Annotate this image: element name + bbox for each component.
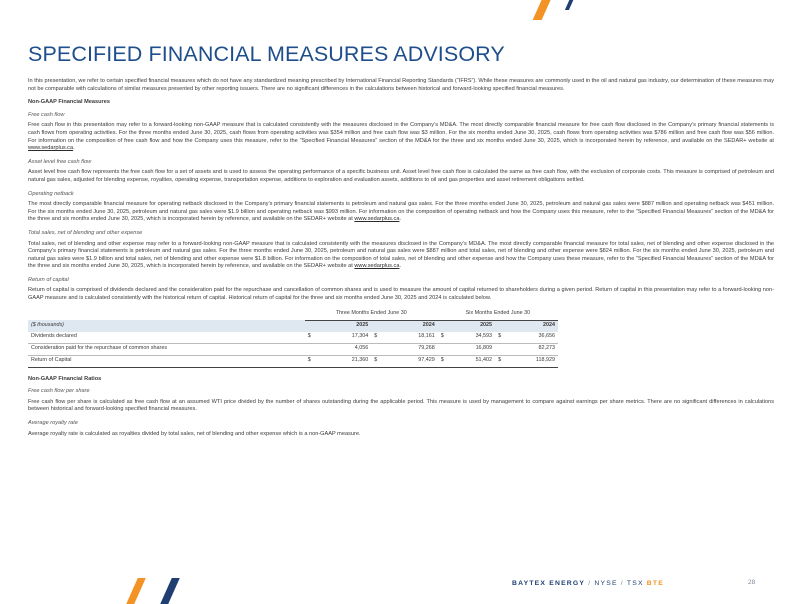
fcf-text: Free cash flow in this presentation may refer to a forward-looking non-GAAP measure that is calculated consistently with the measures disclosed in the Company’s MD&A. The most directly comparable financial measure for free cash flow disclosed in the Company’s primary financial statements is cash flows from operating activities. For the three months ended June 30, 2025, cash flows from operating activities was $354 million and free cash flow was $3 million. For the six months ended June 30, 2025, cash flows from operating activities was $786 million and free cash flow was $56 million. For information on the composition of free cash flow and how the Company uses this measure, refer to the “Specified Financial Measures” section of the MD&A for the three and six months ended June 30, 2025, which is incorporated herein by reference, and available on the SEDAR+ website at (28, 122, 774, 144)
accent-stripe-bottom-orange (126, 578, 146, 604)
exchange-tsx: TSX (626, 580, 644, 587)
currency-symbol: $ (438, 332, 447, 344)
fcf-per-share-subheading: Free cash flow per share (28, 388, 90, 395)
table-cell: 97,429 (380, 355, 438, 367)
fcf-subheading: Free cash flow (28, 111, 65, 118)
row-label: Dividends declared (28, 332, 305, 344)
sedar-link[interactable]: www.sedarplus.ca (354, 263, 400, 270)
row-label: Return of Capital (28, 355, 305, 367)
table-cell: 4,056 (314, 343, 372, 355)
intro-paragraph: In this presentation, we refer to certain specified financial measures which do not have any standardized meaning prescribed by International Financial Reporting Standards (“IFRS”). While these measures are commonly used in the oil and natural gas industry, our determination of these measures may not be comparable with calculations of similar measures presented by other reporting issuers. There are no significant differences in the calculations between historical and forward-looking specified financial measures. (28, 78, 774, 92)
currency-symbol: $ (438, 355, 447, 367)
table-cell: 21,360 (314, 355, 372, 367)
accent-stripe-top-orange (533, 0, 553, 20)
page-number: 28 (748, 579, 756, 586)
table-cell: 36,656 (504, 332, 558, 344)
roc-subheading: Return of capital (28, 276, 69, 283)
netback-paragraph: The most directly comparable financial measure for operating netback disclosed in the Company’s primary financial statements is petroleum and natural gas sales. For the three months ended June 30, 2025, petroleum and natural gas sales were $887 million and operating netback was $451 million. For the six months ended June 30, 2025, petroleum and natural gas sales were $1.9 billion and operating netback was $993 million. For information on the composition of operating netback and how the Company uses this measure, refer to the “Specified Financial Measures” section of the MD&A for the three and six months ended June 30, 2025, which is incorporated herein by reference, and available on the SEDAR+ website at www.sedarplus.ca. (28, 201, 774, 223)
fcf-per-share-paragraph: Free cash flow per share is calculated as free cash flow at an assumed WTI price divided by the number of shares outstanding during the applicable period. This measure is used by management to compare against earnings per share metrics. There are no significant differences in calculations between historical and forward-looking specified financial measures. (28, 398, 774, 413)
royalty-rate-paragraph: Average royalty rate is calculated as royalties divided by total sales, net of blending and other expense which is a non-GAAP measure. (28, 430, 361, 437)
table-cell: 51,402 (447, 355, 495, 367)
sedar-link[interactable]: www.sedarplus.ca (354, 216, 400, 223)
currency-symbol: $ (495, 332, 504, 344)
return-of-capital-table (28, 309, 558, 368)
accent-stripe-top-navy (565, 0, 575, 10)
total-sales-text: Total sales, net of blending and other expense may refer to a forward-looking non-GAAP measure that is calculated consistently with the measures disclosed in the Company’s MD&A. The most directly comparable financial measure for total sales, net of blending and other expense disclosed in the Company’s primary financial statements is petroleum and natural gas sales. For the three months ended June 30, 2025, petroleum and natural gas sales were $887 million and total sales, net of blending and other expense were $824 million. For the six months ended June 30, 2025, petroleum and natural gas sales were $1.9 billion and total sales, net of blending and other expense were $1.8 billion. For information on the composition of total sales, net of blending and other expense and how the Company uses these measure, refer to the “Specified Financial Measures” section of the MD&A for the three and six months ended June 30, 2025, which is incorporated herein by reference, and available on the SEDAR+ website at (28, 240, 774, 270)
table-cell: 17,304 (314, 332, 372, 344)
brand-name: BAYTEX ENERGY (512, 580, 586, 587)
total-sales-paragraph: Total sales, net of blending and other expense may refer to a forward-looking non-GAAP measure that is calculated consistently with the measures disclosed in the Company’s MD&A. The most directly comparable financial measure for total sales, net of blending and other expense disclosed in the Company’s primary financial statements is petroleum and natural gas sales. For the three months ended June 30, 2025, petroleum and natural gas sales were $887 million and total sales, net of blending and other expense were $824 million. For the six months ended June 30, 2025, petroleum and natural gas sales were $1.9 billion and total sales, net of blending and other expense were $1.8 billion. For information on the composition of total sales, net of blending and other expense and how the Company uses these measure, refer to the “Specified Financial Measures” section of the MD&A for the three and six months ended June 30, 2025, which is incorporated herein by reference, and available on the SEDAR+ website at www.sedarplus.ca. (28, 240, 774, 270)
currency-symbol (305, 343, 314, 355)
roc-paragraph: Return of capital is comprised of dividends declared and the consideration paid for the repurchase and cancellation of common shares and is used to measure the amount of capital returned to shareholders during a given period. Return of capital in this presentation may refer to a forward-looking non-GAAP measure and is calculated consistently with the historical return of capital. Historical return of capital for the three and six months ended June 30, 2025 and 2024 is calculated below. (28, 287, 774, 302)
footer-branding (512, 580, 664, 587)
currency-symbol: $ (305, 332, 314, 344)
asset-fcf-subheading: Asset level free cash flow (28, 158, 92, 165)
netback-text: The most directly comparable financial measure for operating netback disclosed in the Company’s primary financial statements is petroleum and natural gas sales. For the three months ended June 30, 2025, petroleum and natural gas sales were $887 million and operating netback was $451 million. For the six months ended June 30, 2025, petroleum and natural gas sales were $1.9 billion and operating netback was $993 million. For information on the composition of operating netback and how the Company uses this measure, refer to the “Specified Financial Measures” section of the MD&A for the three and six months ended June 30, 2025, which is incorporated herein by reference, and available on the SEDAR+ website at (28, 201, 774, 223)
period-six-months: Six Months Ended June 30 (438, 309, 558, 321)
fcf-paragraph: Free cash flow in this presentation may refer to a forward-looking non-GAAP measure that is calculated consistently with the measures disclosed in the Company’s MD&A. The most directly comparable financial measure for free cash flow disclosed in the Company’s primary financial statements is cash flows from operating activities. For the three months ended June 30, 2025, cash flows from operating activities was $354 million and free cash flow was $3 million. For the six months ended June 30, 2025, cash flows from operating activities was $786 million and free cash flow was $56 million. For information on the composition of free cash flow and how the Company uses this measure, refer to the “Specified Financial Measures” section of the MD&A for the three and six months ended June 30, 2025, which is incorporated herein by reference, and available on the SEDAR+ website at www.sedarplus.ca. (28, 122, 774, 152)
currency-symbol: $ (371, 355, 380, 367)
royalty-rate-subheading: Average royalty rate (28, 420, 78, 427)
table-period-row (28, 309, 558, 321)
sedar-link[interactable]: www.sedarplus.ca (28, 145, 74, 152)
period-three-months: Three Months Ended June 30 (305, 309, 438, 321)
table-cell: 79,268 (380, 343, 438, 355)
currency-symbol: $ (371, 332, 380, 344)
table-year-row (28, 320, 558, 332)
table-cell: 16,809 (447, 343, 495, 355)
table-row (28, 343, 558, 355)
table-cell: 18,161 (380, 332, 438, 344)
accent-stripe-bottom-navy (160, 578, 180, 604)
currency-symbol (438, 343, 447, 355)
table-row (28, 332, 558, 344)
year-header: 2024 (371, 320, 438, 332)
footer-separator: / (617, 580, 627, 587)
year-header: 2025 (305, 320, 372, 332)
row-label: Consideration paid for the repurchase of common shares (28, 343, 305, 355)
currency-symbol (371, 343, 380, 355)
advisory-body (28, 78, 774, 444)
year-header: 2024 (495, 320, 558, 332)
table-cell: 34,593 (447, 332, 495, 344)
non-gaap-measures-heading: Non-GAAP Financial Measures (28, 99, 110, 106)
ticker-symbol: BTE (646, 580, 664, 587)
asset-fcf-paragraph: Asset level free cash flow represents the free cash flow for a set of assets and is used to assess the operating performance of a specific business unit. Asset level free cash flow is calculated the same as free cash flow, with the exclusion of corporate costs. This measure is comprised of petroleum and natural gas sales, adjusted for blending expense, royalties, operating expense, transportation expense, additions to exploration and evaluation assets, additions to oil and gas properties and asset retirement obligations settled. (28, 169, 774, 183)
table-total-row (28, 355, 558, 367)
table-cell: 118,929 (504, 355, 558, 367)
units-label: ($ thousands) (28, 320, 305, 332)
currency-symbol: $ (495, 355, 504, 367)
exchange-nyse: NYSE (594, 580, 618, 587)
currency-symbol: $ (305, 355, 314, 367)
total-sales-subheading: Total sales, net of blending and other expense (28, 229, 143, 236)
netback-subheading: Operating netback (28, 190, 74, 197)
currency-symbol (495, 343, 504, 355)
footer-separator: / (585, 580, 595, 587)
table-cell: 82,273 (504, 343, 558, 355)
year-header: 2025 (438, 320, 495, 332)
page-title: SPECIFIED FINANCIAL MEASURES ADVISORY (28, 42, 505, 66)
non-gaap-ratios-heading: Non-GAAP Financial Ratios (28, 375, 102, 382)
